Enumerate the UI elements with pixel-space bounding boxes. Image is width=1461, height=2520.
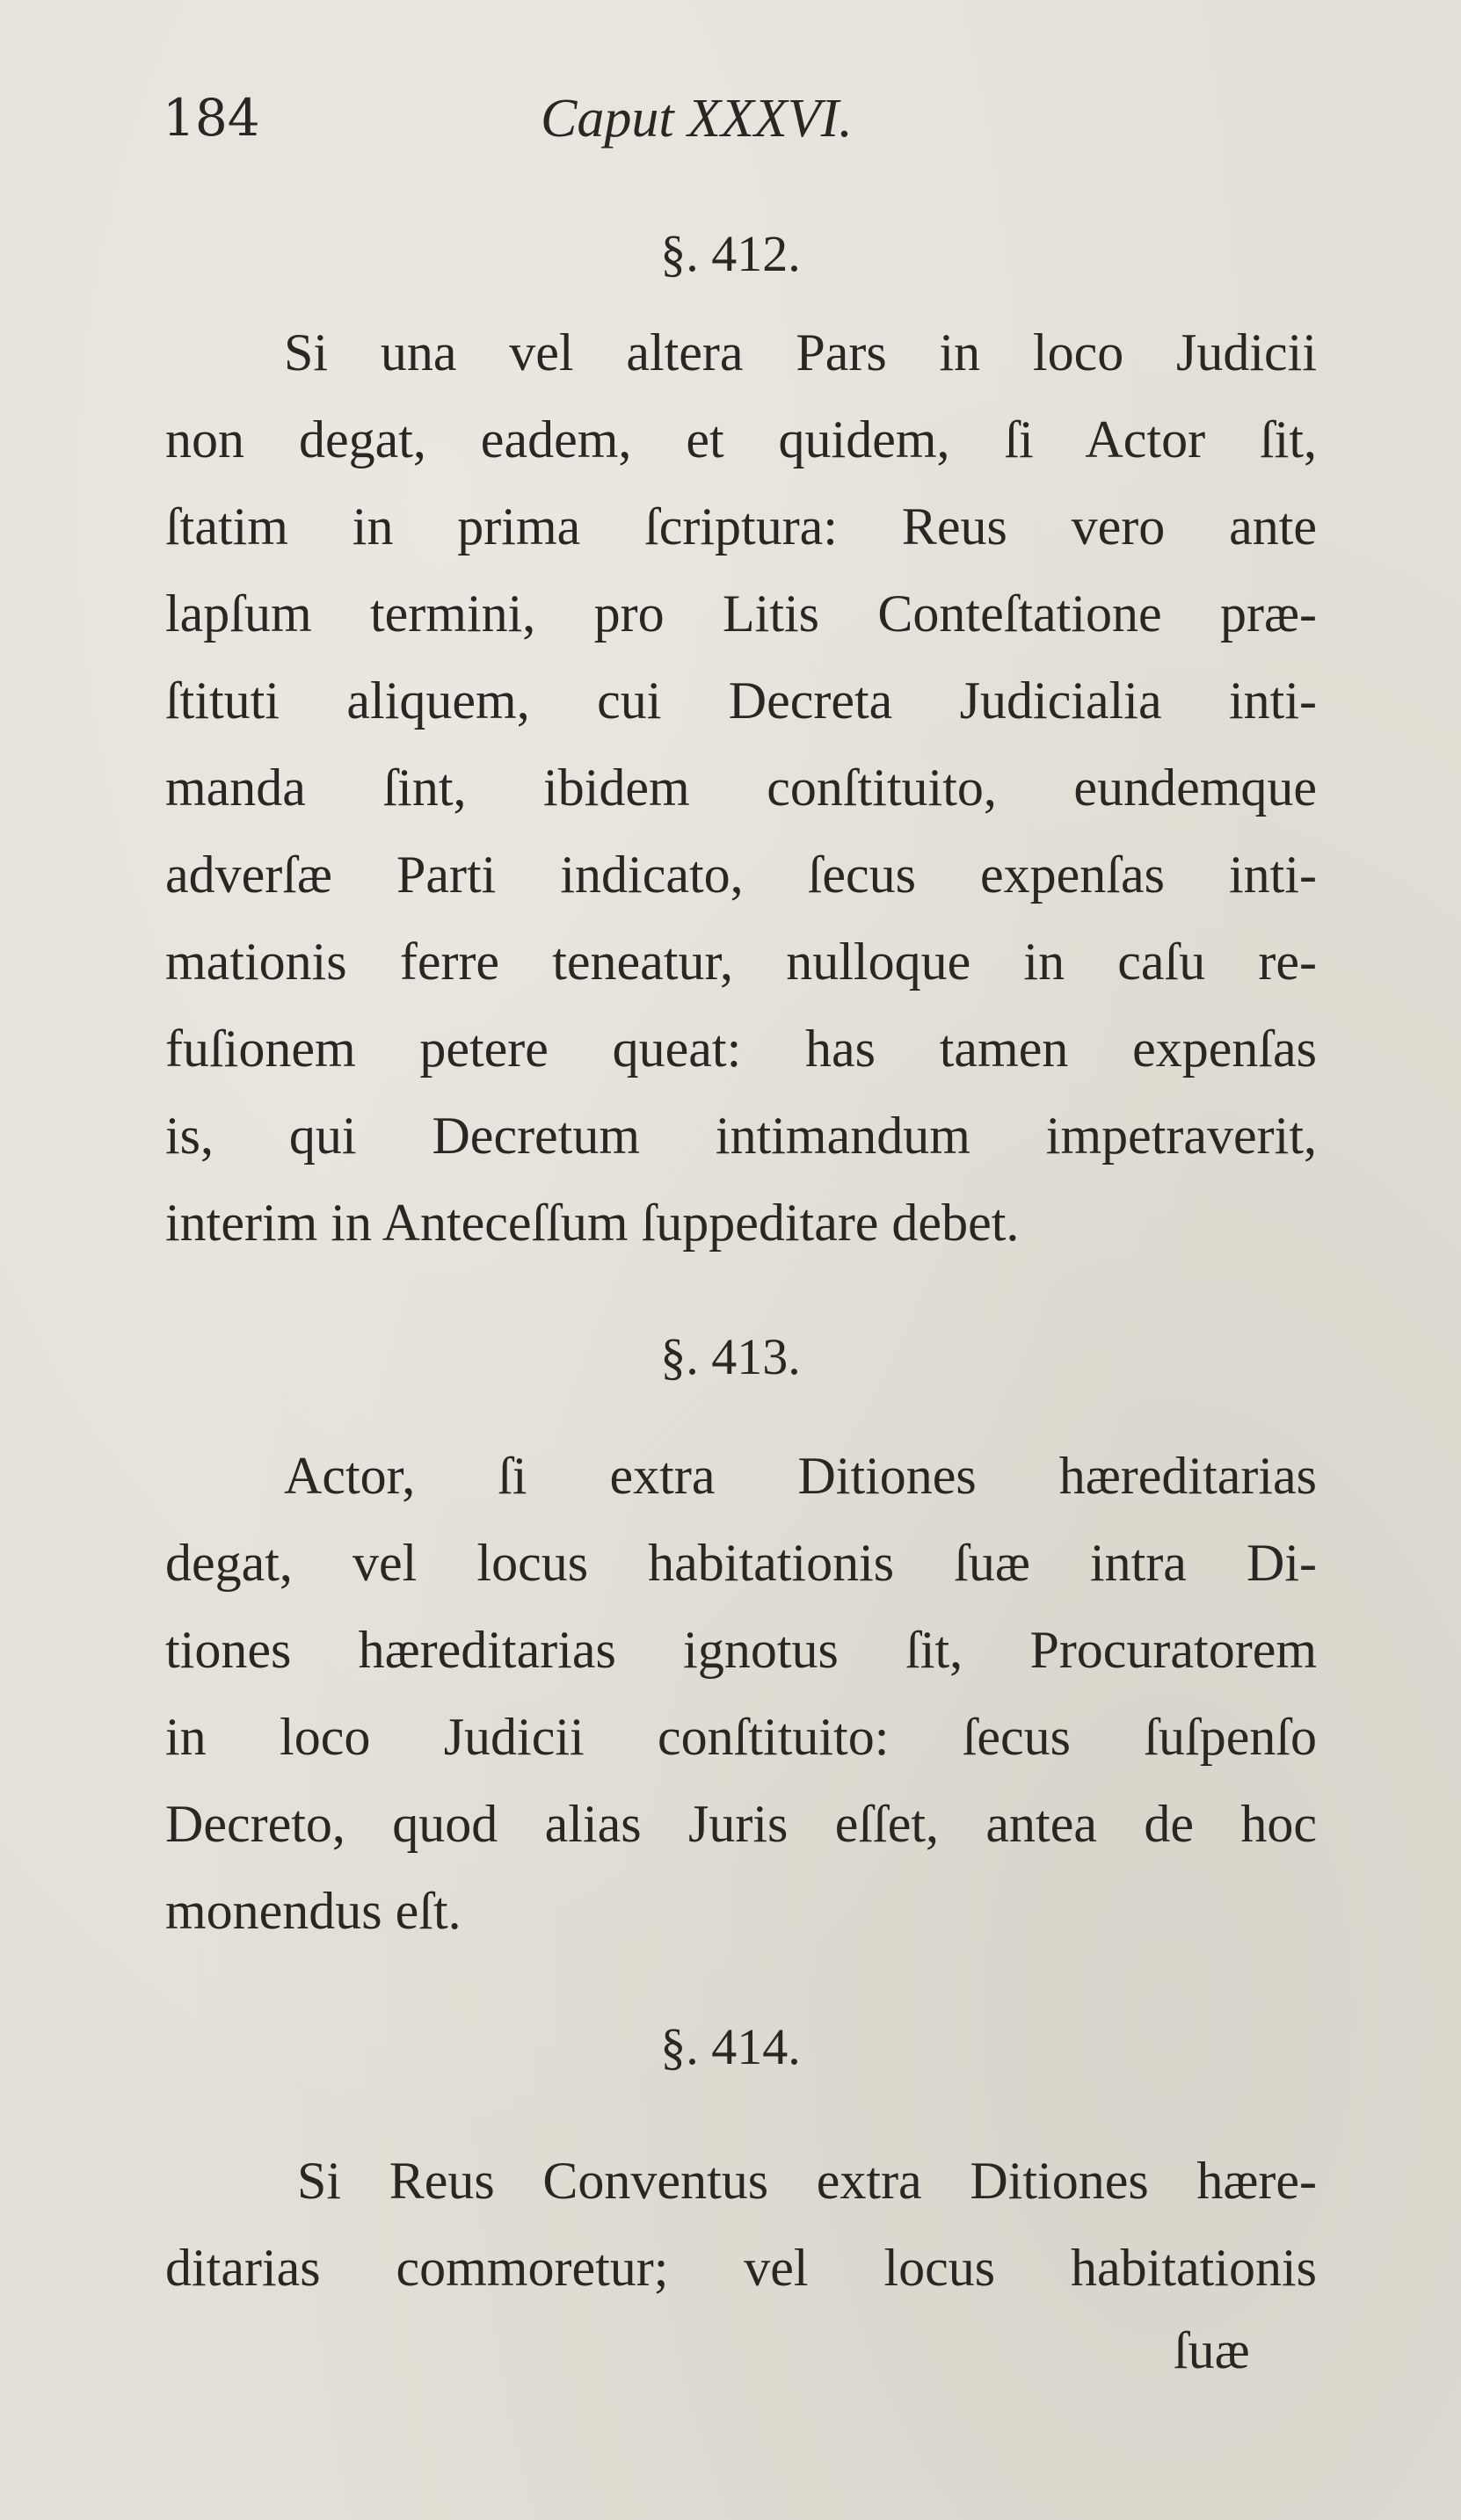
text-line: non degat, eadem, et quidem, ſi Actor ſit, (165, 410, 1317, 468)
section-heading-414: §. 414. (660, 2018, 801, 2075)
text-line: ſtituti aliquem, cui Decreta Judicialia inti- (165, 672, 1317, 730)
text-line: interim in Anteceſſum ſuppeditare debet. (165, 1194, 1020, 1252)
text-line: adverſæ Parti indicato, ſecus expenſas inti- (165, 846, 1317, 904)
paragraph-413 (165, 1433, 1317, 1955)
section-heading-412: §. 412. (660, 225, 801, 282)
text-line: manda ſint, ibidem conſtituito, eundemque (165, 759, 1317, 817)
chapter-title: Caput XXXVI. (541, 89, 853, 149)
text-line: mationis ferre teneatur, nulloque in caſu re- (165, 933, 1317, 991)
text-line: fuſionem petere queat: has tamen expenſas (165, 1020, 1317, 1078)
text-line: Decreto, quod alias Juris eſſet, antea de hoc (165, 1795, 1317, 1853)
page-number: 184 (163, 88, 260, 148)
text-line: Si Reus Conventus extra Ditiones hære- (297, 2152, 1317, 2210)
text-line: tiones hæreditarias ignotus ſit, Procuratorem (165, 1621, 1317, 1679)
running-head (163, 88, 1305, 158)
text-line: is, qui Decretum intimandum impetraverit, (165, 1107, 1317, 1165)
text-line: in loco Judicii conſtituito: ſecus ſuſpenſo (165, 1708, 1317, 1766)
text-line: Actor, ſi extra Ditiones hæreditarias (284, 1447, 1317, 1505)
catchword: ſuæ (1174, 2321, 1250, 2379)
paragraph-414 (165, 2138, 1317, 2312)
text-line: ſtatim in prima ſcriptura: Reus vero ante (165, 497, 1317, 556)
text-line: degat, vel locus habitationis ſuæ intra Di- (165, 1534, 1317, 1592)
text-line: monendus eſt. (165, 1882, 462, 1940)
text-line: lapſum termini, pro Litis Conteſtatione præ- (165, 585, 1317, 643)
text-line: Si una vel altera Pars in loco Judicii (284, 323, 1317, 381)
paragraph-412 (165, 309, 1317, 1267)
section-heading-413: §. 413. (660, 1328, 801, 1385)
text-line: ditarias commoretur; vel locus habitationis (165, 2239, 1317, 2297)
